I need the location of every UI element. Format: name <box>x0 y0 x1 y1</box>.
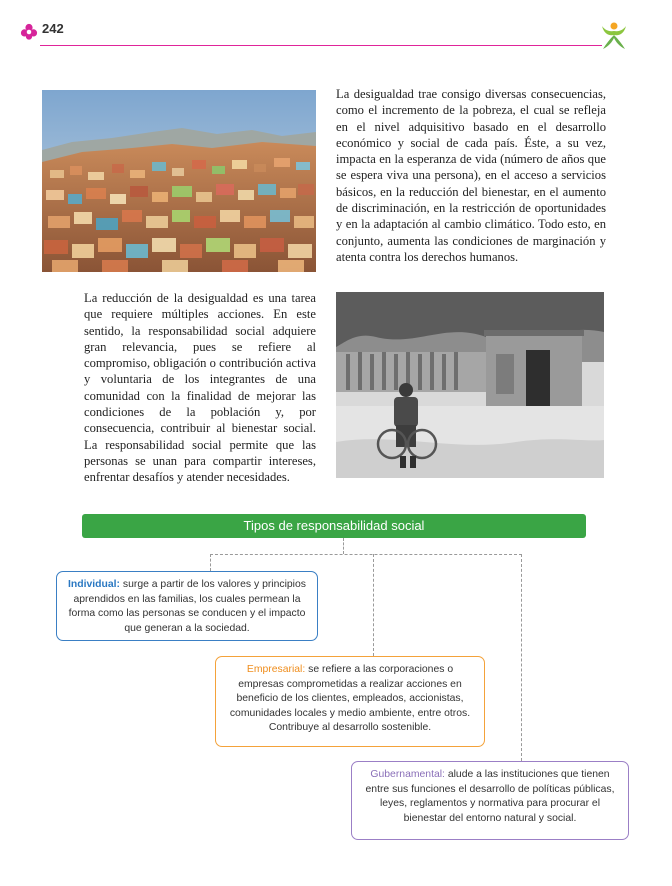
flower-logo-icon <box>20 23 38 41</box>
paragraph-desigualdad-consecuencias: La desigualdad trae consigo diversas consecuencias, como el incremento de la pobreza, el cual se refleja en el nivel adquisitivo basado en el desarrollo económico y social de cada país. Éste, a su vez, impacta en la esperanza de vida (número de años que se espera viva una persona), en el acceso a servicios básicos, en la reducción del bienestar, en el aumento de discriminación, en la restricción de oportunidades y en la adaptación al cambio climático. Todo esto, en conjunto, aumenta las condiciones de marginación y atenta contra los derechos humanos. <box>336 87 606 264</box>
type-gubernamental-card <box>351 761 629 840</box>
type-individual-term: Individual: <box>68 579 120 590</box>
type-gubernamental-term: Gubernamental: <box>370 769 445 780</box>
city-hillside-photo <box>42 90 316 272</box>
connector-gubernamental <box>521 554 522 761</box>
type-empresarial-term: Empresarial: <box>246 664 306 675</box>
connector-horizontal <box>210 554 522 555</box>
person-leaf-logo-icon <box>598 20 630 52</box>
wheelchair-man-photo <box>336 292 604 478</box>
diagram-title-banner: Tipos de responsabilidad social <box>82 514 586 538</box>
type-individual-card <box>56 571 318 641</box>
type-empresarial-card <box>215 656 485 747</box>
type-individual-description: surge a partir de los valores y principios aprendidos en las familias, los cuales permean la forma como las personas se conducen y el impacto que generan a la sociedad. <box>68 579 306 634</box>
connector-stem <box>343 538 344 554</box>
type-gubernamental-description: alude a las instituciones que tienen entre sus funciones el desarrollo de políticas públicas, leyes, reglamentos y normativa para procurar el bienestar del entorno natural y social. <box>365 769 615 824</box>
connector-empresarial <box>373 554 374 656</box>
connector-individual <box>210 554 211 571</box>
paragraph-responsabilidad-social: La reducción de la desigualdad es una tarea que requiere múltiples acciones. En este sentido, la responsabilidad social adquiere gran relevancia, pues se refiere al compromiso, obligación o contribución activa y voluntaria de los integrantes de una comunidad con la finalidad de mejorar las condiciones de la población y, por consecuencia, contribuir al bienestar social. La responsabilidad social permite que las personas se unan para compartir intereses, enfrentar desafíos y atender necesidades. <box>84 291 316 485</box>
header-rule <box>40 45 602 46</box>
page-number: 242 <box>42 21 64 36</box>
type-empresarial-description: se refiere a las corporaciones o empresas comprometidas a realizar acciones en beneficio de los clientes, empleados, accionistas, comunidades locales y medio ambiente, entre otros. Contribuye al desarrollo sostenible. <box>229 664 471 734</box>
